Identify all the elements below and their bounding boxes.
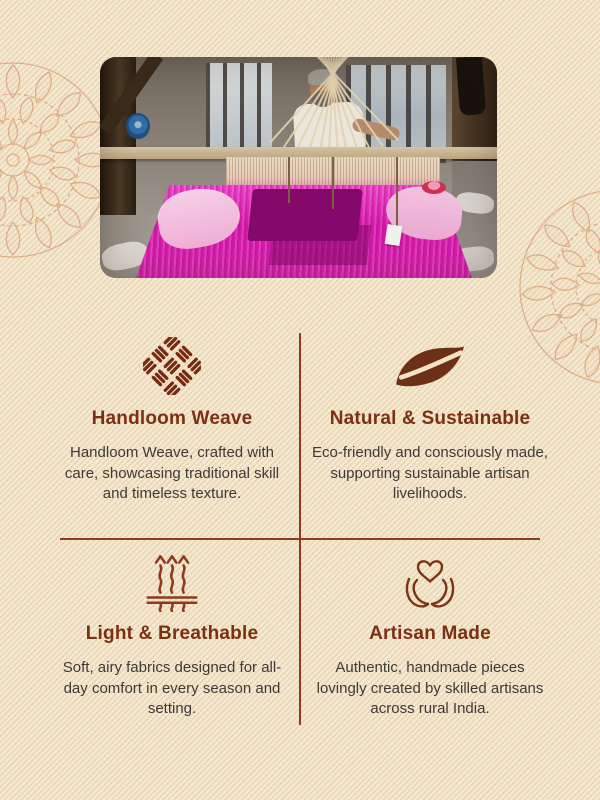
feature-light-breathable [52,549,292,720]
feature-description: Soft, airy fabrics designed for all-day comfort in every season and setting. [62,659,282,718]
feature-title: Natural & Sustainable [329,408,531,429]
feature-title: Artisan Made [369,623,491,644]
photo-vignette [100,57,497,278]
vertical-divider [299,333,301,725]
feature-description: Eco-friendly and consciously made, supporting sustainable artisan livelihoods. [312,444,548,503]
hero-photo [100,57,497,278]
feature-title: Light & Breathable [85,623,259,644]
breathe-arrows-icon [52,549,292,613]
leaf-icon [310,334,550,398]
feature-artisan-made [310,549,550,720]
feature-description: Handloom Weave, crafted with care, showcasing traditional skill and timeless texture. [64,444,280,503]
feature-natural-sustainable [310,334,550,505]
feature-description: Authentic, handmade pieces lovingly created by skilled artisans across rural India. [316,659,544,718]
weave-icon [52,334,292,398]
hands-heart-icon [310,549,550,613]
feature-title: Handloom Weave [91,408,253,429]
feature-handloom-weave [52,334,292,505]
horizontal-divider [60,538,540,540]
